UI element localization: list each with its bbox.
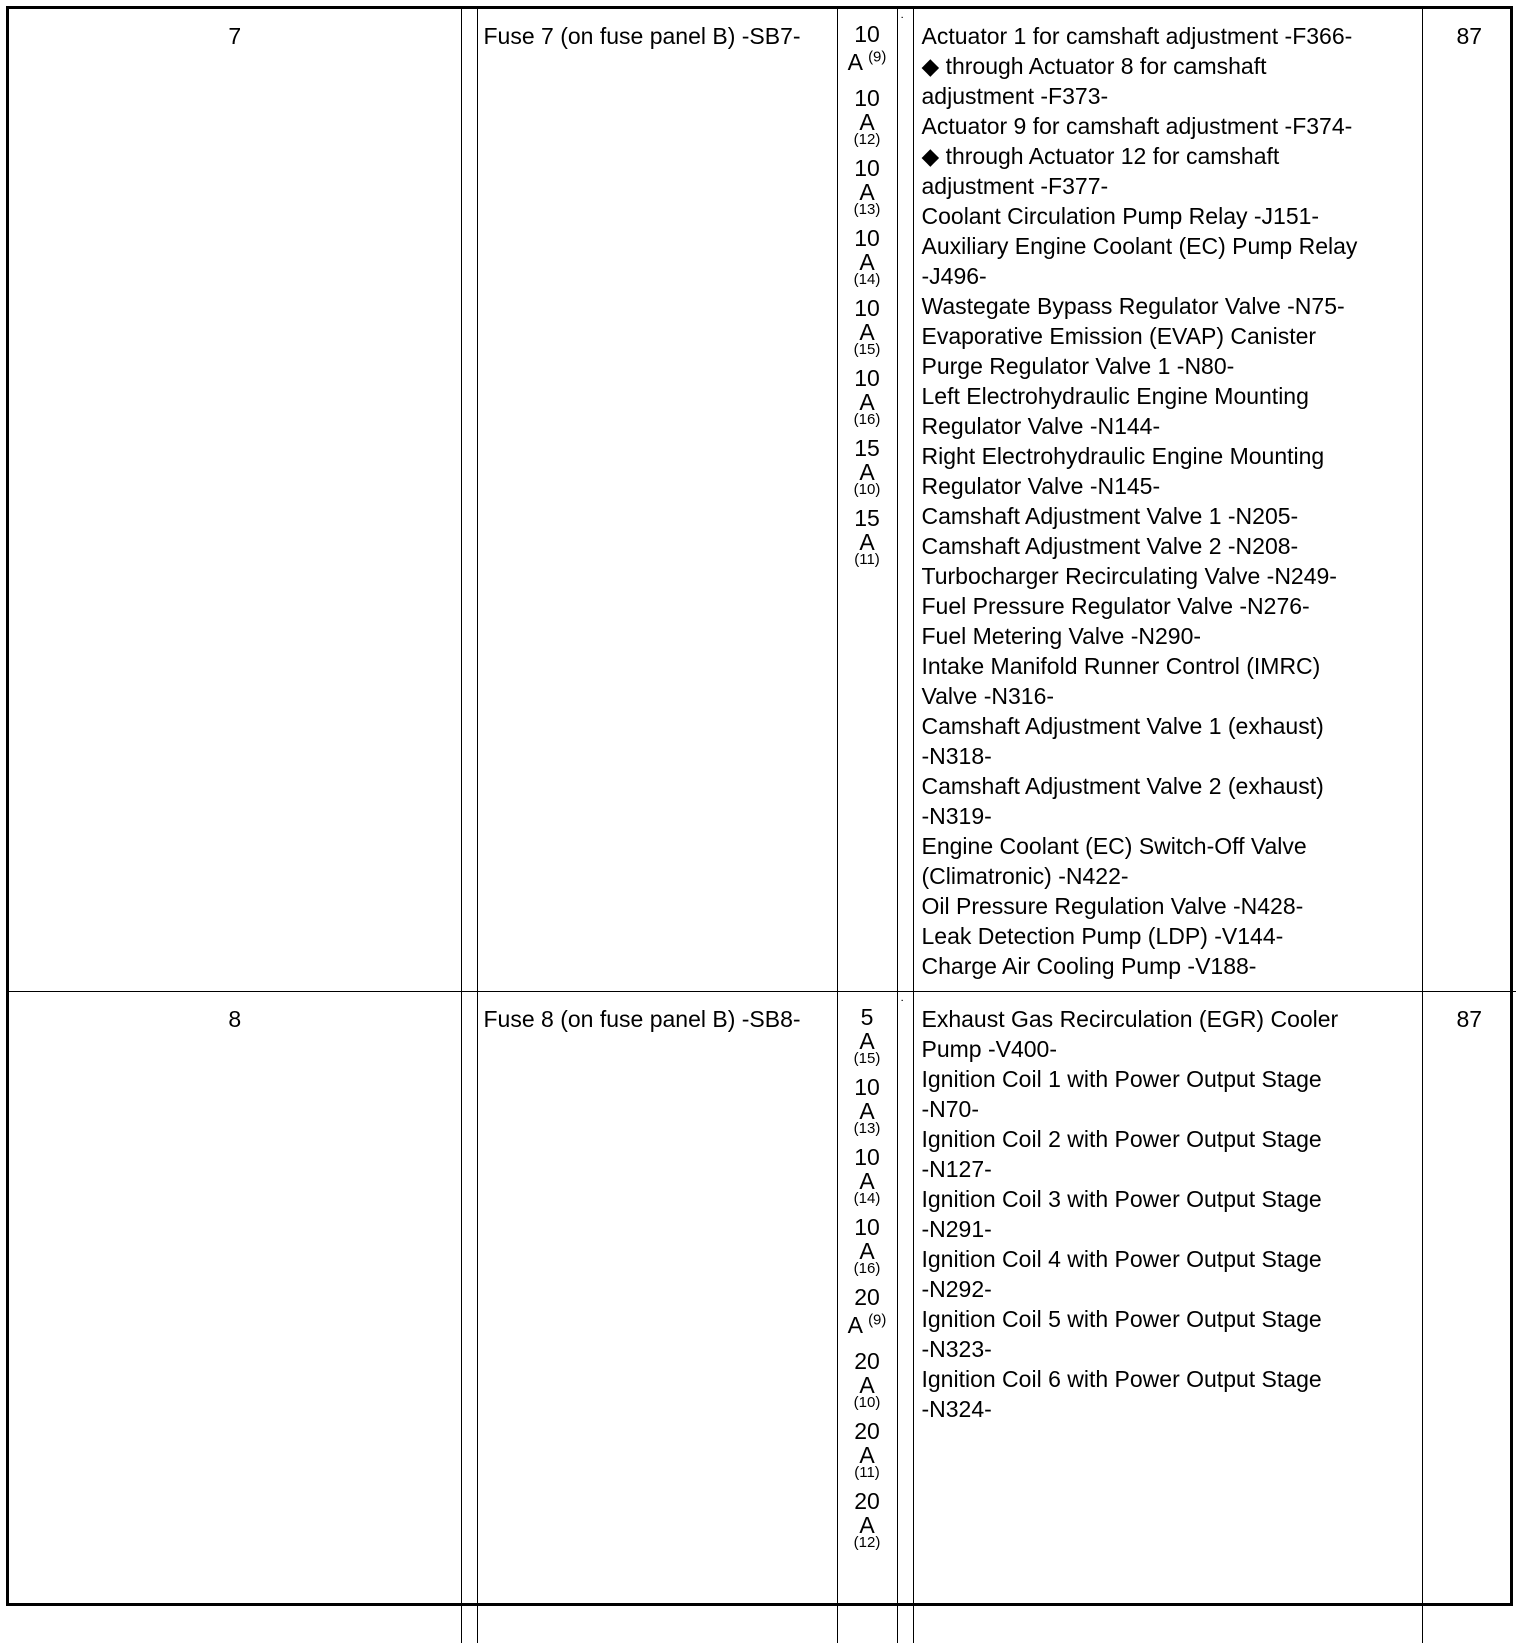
rating-amps: 20 xyxy=(854,1488,880,1514)
fuse-number: 7 xyxy=(9,9,461,992)
component-line: Ignition Coil 2 with Power Output Stage xyxy=(921,1126,1322,1152)
rating-amps: 10 xyxy=(854,155,880,181)
fuse-rating xyxy=(838,1074,897,1136)
rating-footnote-ref: (12) xyxy=(853,1534,881,1551)
rating-amps: 10 xyxy=(854,1214,880,1240)
rating-amps: 15 xyxy=(854,435,880,461)
component-line: -N292- xyxy=(921,1276,992,1302)
component-line: Intake Manifold Runner Control (IMRC) xyxy=(921,653,1321,679)
rating-footnote-ref: (15) xyxy=(853,341,881,358)
marker-cell xyxy=(897,9,913,992)
terminal-number: 87 xyxy=(1422,992,1516,1643)
fuse-rating-list xyxy=(837,9,897,992)
fuse-name: Fuse 7 (on fuse panel B) -SB7- xyxy=(477,9,837,992)
component-line: Coolant Circulation Pump Relay -J151- xyxy=(921,203,1320,229)
component-line: Camshaft Adjustment Valve 2 -N208- xyxy=(921,533,1299,559)
rating-footnote-ref: (11) xyxy=(854,1464,880,1481)
fuse-rating xyxy=(838,225,897,287)
component-line: -N324- xyxy=(921,1396,992,1422)
fuse-rating xyxy=(838,85,897,147)
fuse-rating xyxy=(838,1144,897,1206)
rating-amps: 20 xyxy=(854,1284,880,1310)
spacer-cell xyxy=(461,992,477,1643)
component-line: Ignition Coil 5 with Power Output Stage xyxy=(921,1306,1322,1332)
rating-footnote-ref: (13) xyxy=(853,1120,881,1137)
rating-unit: A xyxy=(859,389,875,415)
fuse-assignment-table xyxy=(9,9,1516,1643)
spacer-cell xyxy=(461,9,477,992)
fuse-rating xyxy=(838,295,897,357)
rating-unit: A xyxy=(859,179,875,205)
rating-amps: 5 xyxy=(860,1004,874,1030)
component-line: ◆ through Actuator 12 for camshaft xyxy=(921,143,1280,169)
component-line: Actuator 9 for camshaft adjustment -F374- xyxy=(921,113,1353,139)
component-line: Ignition Coil 3 with Power Output Stage xyxy=(921,1186,1322,1212)
component-line: Camshaft Adjustment Valve 1 (exhaust) xyxy=(921,713,1324,739)
rating-amps: 20 xyxy=(854,1418,880,1444)
rating-amps: 10 xyxy=(854,1074,880,1100)
rating-unit: A xyxy=(859,1098,875,1124)
rating-footnote-ref: (16) xyxy=(853,411,881,428)
fuse-row xyxy=(9,992,1516,1643)
fuse-row xyxy=(9,9,1516,992)
component-line: -N127- xyxy=(921,1156,992,1182)
fuse-rating xyxy=(838,1488,897,1550)
component-line: Engine Coolant (EC) Switch-Off Valve xyxy=(921,833,1307,859)
component-line: Wastegate Bypass Regulator Valve -N75- xyxy=(921,293,1345,319)
rating-unit: A xyxy=(859,1372,875,1398)
fuse-rating xyxy=(838,1418,897,1480)
rating-amps: 10 xyxy=(854,85,880,111)
fuse-rating xyxy=(838,155,897,217)
fuse-rating xyxy=(838,435,897,497)
rating-unit: A xyxy=(859,459,875,485)
component-line: -N291- xyxy=(921,1216,992,1242)
component-line: -N323- xyxy=(921,1336,992,1362)
rating-footnote-ref: (14) xyxy=(853,271,881,288)
rating-unit: A xyxy=(859,1028,875,1054)
fuse-rating xyxy=(838,365,897,427)
component-line: Turbocharger Recirculating Valve -N249- xyxy=(921,563,1337,589)
rating-footnote-ref: (10) xyxy=(853,481,881,498)
fuse-name: Fuse 8 (on fuse panel B) -SB8- xyxy=(477,992,837,1643)
fuse-rating xyxy=(838,505,897,567)
rating-unit: A xyxy=(859,319,875,345)
fuse-rating xyxy=(838,1214,897,1276)
rating-unit: A xyxy=(859,249,875,275)
rating-footnote-ref: (16) xyxy=(853,1260,881,1277)
rating-footnote-ref: (10) xyxy=(853,1394,881,1411)
rating-unit: A xyxy=(859,529,875,555)
rating-footnote-ref: (13) xyxy=(853,201,881,218)
component-line: (Climatronic) -N422- xyxy=(921,863,1129,889)
marker-cell xyxy=(897,992,913,1643)
protected-components xyxy=(913,992,1422,1643)
component-line: Right Electrohydraulic Engine Mounting xyxy=(921,443,1325,469)
rating-footnote-ref: (9) xyxy=(868,1311,887,1329)
rating-amps: 10 xyxy=(854,1144,880,1170)
component-line: Leak Detection Pump (LDP) -V144- xyxy=(921,923,1284,949)
component-line: Camshaft Adjustment Valve 1 -N205- xyxy=(921,503,1299,529)
rating-unit: A xyxy=(859,1168,875,1194)
component-line: Purge Regulator Valve 1 -N80- xyxy=(921,353,1235,379)
component-line: Left Electrohydraulic Engine Mounting xyxy=(921,383,1309,409)
component-line: Ignition Coil 1 with Power Output Stage xyxy=(921,1066,1322,1092)
component-line: -J496- xyxy=(921,263,987,289)
rating-unit: A xyxy=(847,1312,862,1338)
rating-amps: 10 xyxy=(854,295,880,321)
rating-unit: A xyxy=(859,1238,875,1264)
component-line: Pump -V400- xyxy=(921,1036,1058,1062)
component-line: Evaporative Emission (EVAP) Canister xyxy=(921,323,1317,349)
component-line: ◆ through Actuator 8 for camshaft xyxy=(921,53,1267,79)
rating-unit: A xyxy=(859,1512,875,1538)
component-line: Oil Pressure Regulation Valve -N428- xyxy=(921,893,1304,919)
rating-footnote-ref: (15) xyxy=(853,1050,881,1067)
fuse-rating xyxy=(838,21,897,77)
fuse-rating-list xyxy=(837,992,897,1643)
component-line: Auxiliary Engine Coolant (EC) Pump Relay xyxy=(921,233,1358,259)
component-line: adjustment -F373- xyxy=(921,83,1109,109)
component-line: Charge Air Cooling Pump -V188- xyxy=(921,953,1257,979)
fuse-rating xyxy=(838,1348,897,1410)
component-line: Actuator 1 for camshaft adjustment -F366- xyxy=(921,23,1353,49)
component-line: -N318- xyxy=(921,743,992,769)
component-line: Ignition Coil 6 with Power Output Stage xyxy=(921,1366,1322,1392)
tick-mark: ˙ xyxy=(900,14,906,30)
terminal-number: 87 xyxy=(1422,9,1516,992)
tick-mark: ˙ xyxy=(900,997,906,1013)
component-line: Regulator Valve -N145- xyxy=(921,473,1161,499)
protected-components xyxy=(913,9,1422,992)
component-line: Ignition Coil 4 with Power Output Stage xyxy=(921,1246,1322,1272)
component-line: Regulator Valve -N144- xyxy=(921,413,1161,439)
rating-amps: 10 xyxy=(854,225,880,251)
component-line: Valve -N316- xyxy=(921,683,1055,709)
component-line: Camshaft Adjustment Valve 2 (exhaust) xyxy=(921,773,1324,799)
fuse-rating xyxy=(838,1284,897,1340)
rating-footnote-ref: (12) xyxy=(853,131,881,148)
rating-unit: A xyxy=(859,109,875,135)
rating-footnote-ref: (14) xyxy=(853,1190,881,1207)
component-line: Exhaust Gas Recirculation (EGR) Cooler xyxy=(921,1006,1339,1032)
rating-amps: 10 xyxy=(854,365,880,391)
fuse-number: 8 xyxy=(9,992,461,1643)
component-line: Fuel Metering Valve -N290- xyxy=(921,623,1202,649)
rating-unit: A xyxy=(859,1442,875,1468)
rating-amps: 20 xyxy=(854,1348,880,1374)
rating-unit: A xyxy=(847,49,862,75)
component-line: -N319- xyxy=(921,803,992,829)
fuse-rating xyxy=(838,1004,897,1066)
fuse-table-document xyxy=(6,6,1513,1606)
component-line: -N70- xyxy=(921,1096,980,1122)
rating-footnote-ref: (9) xyxy=(868,48,887,66)
rating-amps: 15 xyxy=(854,505,880,531)
component-line: adjustment -F377- xyxy=(921,173,1109,199)
rating-footnote-ref: (11) xyxy=(854,551,880,568)
component-line: Fuel Pressure Regulator Valve -N276- xyxy=(921,593,1310,619)
rating-amps: 10 xyxy=(854,21,880,47)
